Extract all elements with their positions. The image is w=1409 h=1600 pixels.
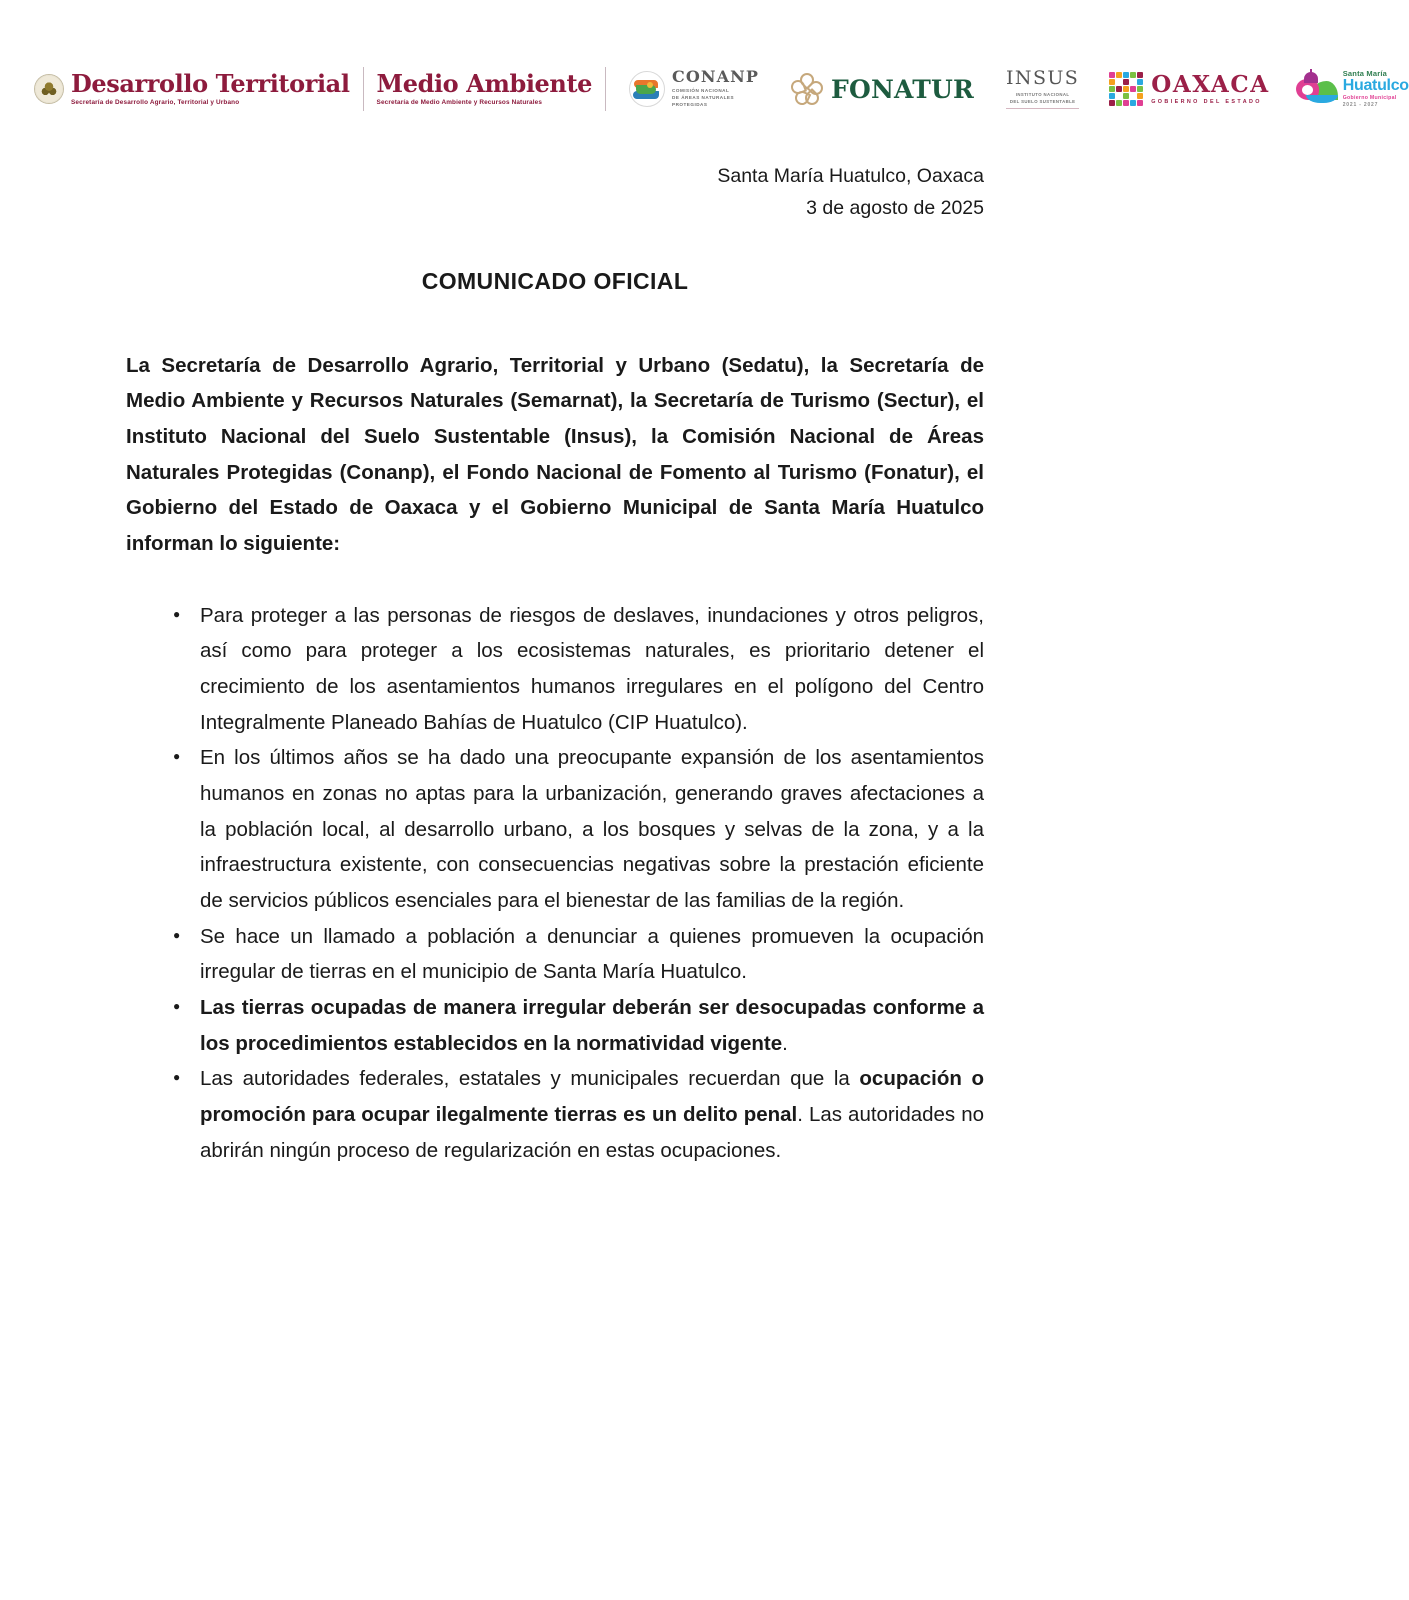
announcement-bullet-list	[126, 598, 984, 1169]
list-item-tail-text: .	[782, 1031, 788, 1055]
oaxaca-subtitle: GOBIERNO DEL ESTADO	[1151, 98, 1262, 105]
conanp-title: CONANP	[672, 67, 760, 87]
logo-huatulco	[1296, 58, 1409, 120]
logo-divider	[605, 67, 606, 111]
huatulco-line2: Huatulco	[1342, 77, 1409, 95]
sedatu-title: Desarrollo Territorial	[71, 68, 350, 98]
huatulco-line3: Gobierno Municipal	[1342, 95, 1397, 102]
insus-underline	[1006, 108, 1079, 109]
mexican-eagle-emblem-icon	[34, 74, 64, 104]
intro-paragraph: La Secretaría de Desarrollo Agrario, Territorial y Urbano (Sedatu), la Secretaría de Medio Ambiente y Recursos Naturales (Semarnat), la Secretaría de Turismo (Sectur), el Instituto Nacional del Suelo Sustentable (Insus), la Comisión Nacional de Áreas Naturales Protegidas (Conanp), el Fondo Nacional de Fomento al Turismo (Fonatur), el Gobierno del Estado de Oaxaca y el Gobierno Municipal de Santa María Huatulco informan lo siguiente:	[126, 353, 984, 555]
huatulco-bay-glyph-icon	[1296, 72, 1338, 106]
logo-sedatu	[34, 58, 350, 120]
sedatu-subtitle: Secretaría de Desarrollo Agrario, Territorial y Urbano	[71, 98, 240, 106]
institutional-logo-bar	[0, 58, 1409, 120]
insus-subtitle: INSTITUTO NACIONAL DEL SUELO SUSTENTABLE	[1009, 91, 1076, 104]
list-item-bold-text: ocupación o promoción para ocupar ilegalmente tierras es un delito penal	[200, 1067, 984, 1126]
list-item-tail-text: . Las autoridades no abrirán ningún proceso de regularización en estas ocupaciones.	[200, 1102, 984, 1162]
logo-semarnat	[377, 58, 593, 120]
list-item-bold-text: Las tierras ocupadas de manera irregular deberán ser desocupadas conforme a los procedimientos establecidos en la normatividad vigente	[200, 995, 984, 1055]
list-item: ● Se hace un llamado a población a denunciar a quienes promueven la ocupación irregular de tierras en el municipio de Santa María Huatulco.	[200, 919, 984, 990]
logo-insus	[1006, 58, 1079, 120]
logo-conanp	[629, 58, 759, 120]
list-item-lead-text: Las autoridades federales, estatales y municipales recuerdan que la	[200, 1067, 860, 1091]
list-item	[200, 1061, 984, 1168]
oaxaca-title: OAXACA	[1151, 70, 1270, 98]
list-item: ● En los últimos años se ha dado una preocupante expansión de los asentamientos humanos en zonas no aptas para la urbanización, generando graves afectaciones a la población local, al desarrollo urbano, a los bosques y selvas de la zona, y a la infraestructura existente, con consecuencias negativas sobre la prestación eficiente de servicios públicos esenciales para el bienestar de las familias de la región.	[200, 740, 984, 918]
fonatur-title: FONATUR	[831, 74, 975, 104]
page-title: COMUNICADO OFICIAL	[421, 267, 689, 294]
semarnat-subtitle: Secretaría de Medio Ambiente y Recursos Naturales	[376, 98, 543, 106]
logo-divider	[363, 67, 364, 111]
insus-title: INSUS	[1006, 66, 1080, 89]
logo-fonatur	[791, 58, 974, 120]
list-item: ● Para proteger a las personas de riesgos de deslaves, inundaciones y otros peligros, así como para proteger a los ecosistemas naturales, es prioritario detener el crecimiento de los asentamientos humanos irregulares en el polígono del Centro Integralmente Planeado Bahías de Huatulco (CIP Huatulco).	[200, 598, 984, 741]
document-body	[126, 160, 984, 1168]
fonatur-flower-icon	[791, 73, 823, 105]
huatulco-line4: 2021 - 2027	[1342, 102, 1379, 109]
oaxaca-grecas-glyph-icon	[1109, 72, 1143, 106]
dateline-place: Santa María Huatulco, Oaxaca	[717, 165, 984, 187]
conanp-subtitle: COMISIÓN NACIONAL DE ÁREAS NATURALES PROTEGIDAS	[672, 88, 735, 107]
logo-oaxaca	[1109, 58, 1270, 120]
conanp-circular-emblem-icon	[629, 71, 665, 107]
dateline-date: 3 de agosto de 2025	[806, 197, 984, 220]
huatulco-line1: Santa María	[1342, 68, 1388, 78]
semarnat-title: Medio Ambiente	[376, 68, 593, 98]
dateline	[126, 160, 984, 225]
list-item	[200, 990, 984, 1061]
